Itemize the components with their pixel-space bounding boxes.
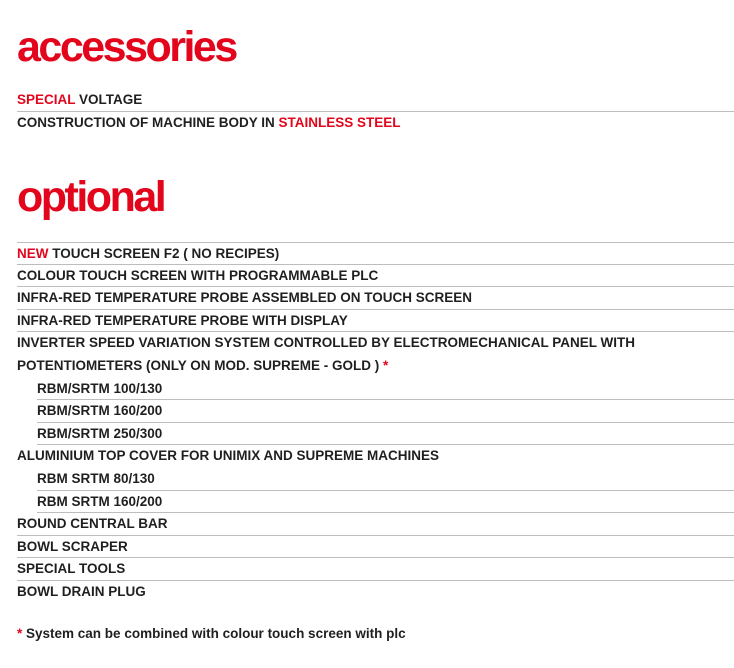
item-text: RBM/SRTM 250/300 [37,425,163,441]
list-item [17,536,734,559]
item-text: CONSTRUCTION OF MACHINE BODY IN [17,114,279,130]
footnote-text: System can be combined with colour touch screen with plc [22,626,406,641]
new-badge-text: NEW [17,246,49,261]
list-sub-item [37,423,734,446]
list-item [17,112,734,135]
optional-list [17,242,734,604]
list-sub-item [37,378,734,401]
item-text: SPECIAL TOOLS [17,561,126,577]
list-item [17,332,734,355]
item-text: ROUND CENTRAL BAR [17,516,168,532]
item-text: VOLTAGE [75,92,143,107]
footnote [17,626,406,641]
item-text: RBM SRTM 160/200 [37,493,163,509]
list-item [17,445,734,468]
list-item [17,513,734,536]
item-text: RBM/SRTM 100/130 [37,380,163,396]
asterisk-marker: * [17,626,23,641]
list-sub-item [37,400,734,423]
item-text: POTENTIOMETERS (ONLY ON MOD. SUPREME - GOLD ) [17,357,380,373]
highlight-text: SPECIAL [17,92,76,107]
list-item [17,287,734,310]
highlight-text: STAINLESS STEEL [278,114,401,130]
list-sub-item [37,468,734,491]
list-item [17,310,734,333]
item-text: RBM SRTM 80/130 [37,470,155,486]
accessories-list [17,89,734,134]
item-text: COLOUR TOUCH SCREEN WITH PROGRAMMABLE PLC [17,267,379,283]
optional-heading: optional [17,173,165,221]
list-item [17,89,734,112]
item-text: BOWL SCRAPER [17,538,128,554]
item-text: INFRA-RED TEMPERATURE PROBE ASSEMBLED ON TOUCH SCREEN [17,290,473,306]
item-text: INFRA-RED TEMPERATURE PROBE WITH DISPLAY [17,312,348,328]
list-sub-item [37,491,734,514]
item-text: TOUCH SCREEN F2 ( NO RECIPES) [48,246,280,261]
list-item [17,581,734,604]
list-item [17,265,734,288]
list-item [17,355,734,378]
item-text: ALUMINIUM TOP COVER FOR UNIMIX AND SUPREME MACHINES [17,448,440,464]
list-item [17,558,734,581]
list-item [17,242,734,265]
accessories-heading: accessories [17,23,236,71]
item-text: RBM/SRTM 160/200 [37,403,163,419]
item-text: BOWL DRAIN PLUG [17,583,146,599]
item-text: INVERTER SPEED VARIATION SYSTEM CONTROLLED BY ELECTROMECHANICAL PANEL WITH [17,335,636,351]
asterisk-marker: * [379,357,389,373]
